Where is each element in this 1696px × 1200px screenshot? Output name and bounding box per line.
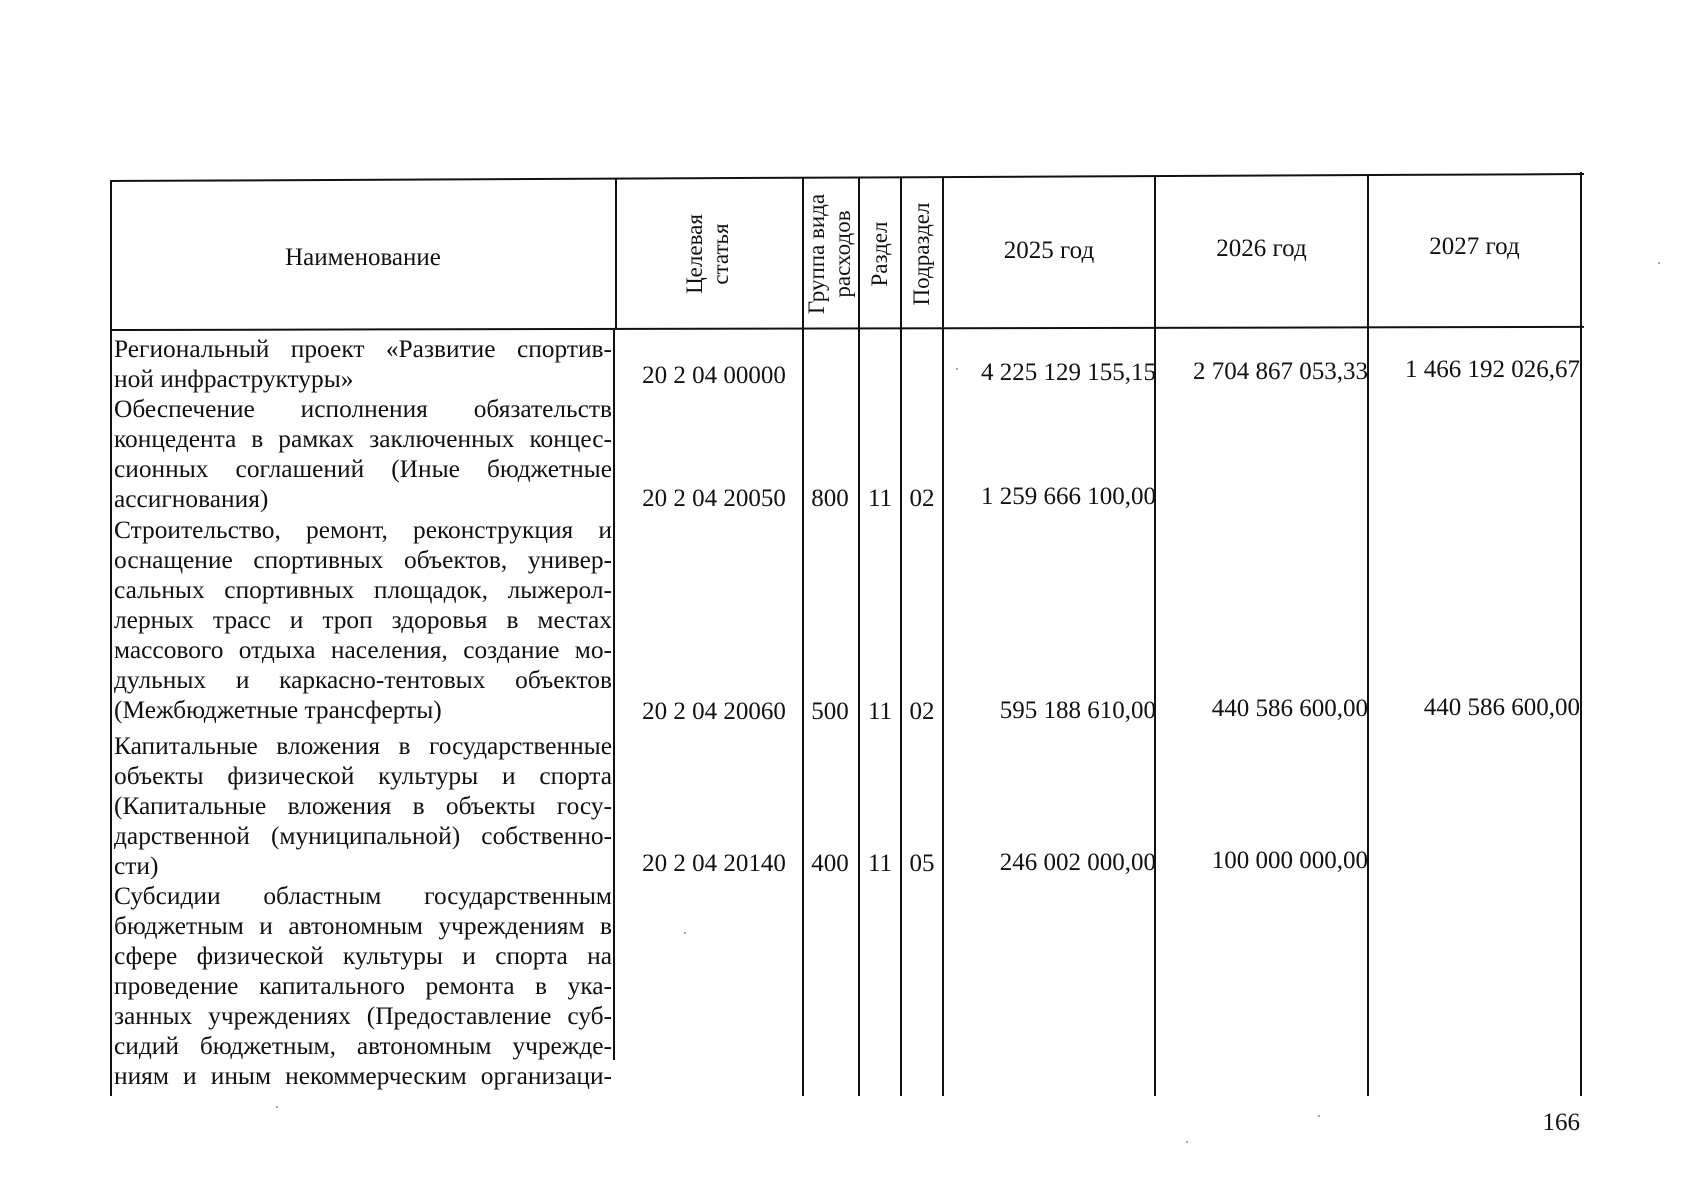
row-name-line: ниям и иным некоммерческим организаци- bbox=[114, 1062, 612, 1090]
row-code: 20 2 04 00000 bbox=[642, 362, 786, 389]
header-target-article-line1: Целевая bbox=[682, 214, 707, 294]
row-subsection: 02 bbox=[909, 698, 935, 725]
row-name-line: Строительство, ремонт, реконструкция и bbox=[114, 516, 612, 544]
col-divider-subsection bbox=[942, 177, 944, 1096]
row-value-2025: 1 259 666 100,00 bbox=[981, 483, 1156, 510]
col-divider-code bbox=[802, 178, 804, 1096]
row-value-2027: 1 466 192 026,67 bbox=[1405, 356, 1580, 383]
page-number: 166 bbox=[1542, 1109, 1580, 1136]
row-name-line: массового отдыха населения, создание мо- bbox=[114, 636, 612, 664]
row-name-line: сфере физической культуры и спорта на bbox=[114, 942, 612, 970]
row-name-line: занных учреждениях (Предоставление суб- bbox=[114, 1002, 612, 1030]
row-section: 11 bbox=[867, 850, 893, 877]
table-row-name bbox=[114, 515, 612, 725]
row-name-line: проведение капитального ремонта в ука- bbox=[114, 972, 612, 1000]
row-value-2027: 440 586 600,00 bbox=[1423, 694, 1580, 721]
table-row-name bbox=[114, 394, 612, 514]
scan-speck bbox=[276, 1106, 278, 1108]
row-group: 500 bbox=[811, 698, 849, 725]
col-divider-2025 bbox=[1154, 176, 1156, 1096]
col-divider-name-body bbox=[613, 330, 615, 1060]
col-divider-section bbox=[900, 178, 902, 1096]
row-name-line: концедента в рамках заключенных концес- bbox=[114, 425, 612, 453]
row-code: 20 2 04 20060 bbox=[642, 698, 786, 725]
header-target-article bbox=[682, 214, 734, 294]
row-name-line: сионных соглашений (Иные бюджетные bbox=[114, 455, 612, 483]
header-name: Наименование bbox=[285, 244, 441, 271]
header-section: Раздел bbox=[867, 221, 892, 287]
row-name-line: сидий бюджетным, автономным учрежде- bbox=[114, 1032, 612, 1060]
row-section: 11 bbox=[867, 485, 893, 512]
row-subsection: 02 bbox=[909, 485, 935, 512]
col-divider-group bbox=[858, 178, 860, 1096]
row-name-line: сти) bbox=[114, 852, 159, 880]
row-name-line: лерных трасс и троп здоровья в местах bbox=[114, 606, 612, 634]
row-subsection: 05 bbox=[909, 850, 935, 877]
scan-speck bbox=[684, 932, 686, 934]
row-name-line: бюджетным и автономным учреждениям в bbox=[114, 912, 612, 940]
header-2025: 2025 год bbox=[1003, 237, 1095, 264]
row-value-2025: 4 225 129 155,15 bbox=[981, 359, 1156, 386]
header-2026: 2026 год bbox=[1216, 235, 1307, 262]
col-divider-name bbox=[615, 178, 617, 330]
header-expense-group bbox=[804, 194, 856, 314]
row-name-line: (Межбюджетные трансферты) bbox=[114, 696, 442, 724]
table-header-bottom-border bbox=[110, 326, 1584, 331]
table-row-name bbox=[114, 731, 612, 881]
row-name-line: дарственной (муниципальной) собственно- bbox=[114, 822, 612, 850]
row-name-line: (Капитальные вложения в объекты госу- bbox=[114, 792, 612, 820]
header-2027: 2027 год bbox=[1429, 233, 1520, 260]
row-value-2026: 2 704 867 053,33 bbox=[1193, 358, 1368, 385]
row-name-line: Капитальные вложения в государственные bbox=[114, 732, 612, 760]
header-expense-group-line1: Группа вида bbox=[804, 193, 829, 315]
scan-speck bbox=[1658, 262, 1660, 264]
row-name-line: дульных и каркасно-тентовых объектов bbox=[114, 666, 612, 694]
row-code: 20 2 04 20050 bbox=[642, 485, 786, 512]
row-value-2026: 100 000 000,00 bbox=[1211, 847, 1368, 874]
table-left-border bbox=[110, 180, 112, 1096]
col-divider-2026 bbox=[1367, 174, 1369, 1096]
row-name-line: Региональный проект «Развитие спортив- bbox=[114, 335, 612, 363]
header-subsection: Подраздел bbox=[909, 202, 934, 306]
scan-speck bbox=[956, 368, 958, 370]
scan-speck bbox=[1186, 1141, 1188, 1143]
row-group: 400 bbox=[811, 850, 849, 877]
row-value-2026: 440 586 600,00 bbox=[1211, 695, 1368, 722]
row-name-line: Обеспечение исполнения обязательств bbox=[114, 395, 612, 423]
row-name-line: сальных спортивных площадок, лыжерол- bbox=[114, 576, 612, 604]
header-expense-group-line2: расходов bbox=[830, 210, 855, 298]
row-name-line: оснащение спортивных объектов, универ- bbox=[114, 546, 612, 574]
table-top-border-left bbox=[110, 173, 1584, 182]
scan-speck bbox=[1318, 1115, 1320, 1117]
table-right-border bbox=[1580, 172, 1582, 1096]
row-section: 11 bbox=[867, 698, 893, 725]
row-group: 800 bbox=[811, 485, 849, 512]
row-name-line: ной инфраструктуры» bbox=[114, 365, 354, 393]
table-row-name bbox=[114, 334, 612, 394]
table-row-name bbox=[114, 881, 612, 1091]
row-code: 20 2 04 20140 bbox=[642, 850, 786, 877]
header-target-article-line2: статья bbox=[708, 223, 733, 285]
row-value-2025: 595 188 610,00 bbox=[999, 697, 1156, 724]
row-value-2025: 246 002 000,00 bbox=[999, 849, 1156, 876]
row-name-line: объекты физической культуры и спорта bbox=[114, 762, 612, 790]
row-name-line: ассигнования) bbox=[114, 485, 269, 513]
row-name-line: Субсидии областным государственным bbox=[114, 882, 612, 910]
